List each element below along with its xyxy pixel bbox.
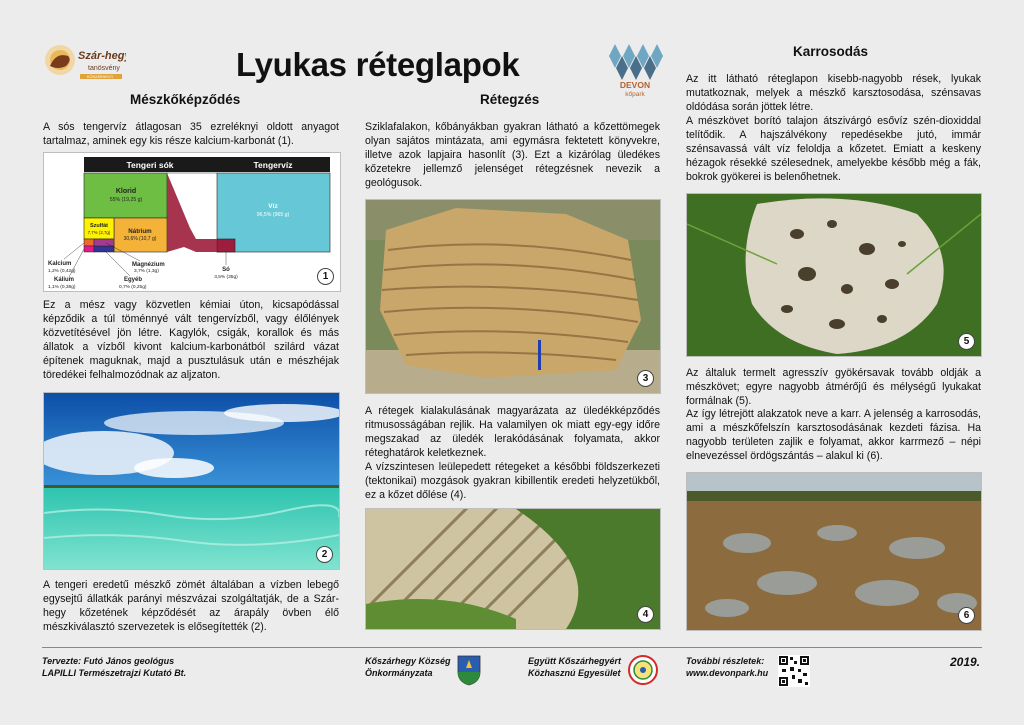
qr-code-icon[interactable] [778, 655, 810, 687]
label-egyeb: Egyéb [124, 277, 143, 283]
photo-tilted-strata [365, 508, 661, 630]
figure-number-6: 6 [958, 607, 975, 624]
label-magnezium: Magnézium [132, 262, 165, 268]
footer-designer [42, 656, 186, 679]
chart-svg [44, 153, 340, 291]
col1-paragraph-3: A tengeri eredetű mészkő zömét általában a vízben lebegő egysejtű állatkák parányi mészvázai szolgáltatják, de a Szár-hegy kőzetének képződését az árapály övben élő mészkiválasztó szervezetek is elősegítették (2). [43, 579, 339, 634]
figure-number-5: 5 [958, 333, 975, 350]
value-magnezium: 3,7% (1,3g) [134, 269, 159, 274]
logo-left-line3: KŐSZÁRHEGY [87, 75, 114, 79]
col1-paragraph-1: A sós tengervíz átlagosan 35 ezreléknyi oldott anyagot tartalmaz, aminek egy kis része kalcium-karbonát (1). [43, 121, 339, 148]
more-info-link[interactable]: www.devonpark.hu [686, 667, 769, 678]
association-line-1: Együtt Kőszárhegyért [528, 656, 622, 666]
designer-line-2: LAPILLI Természetrajzi Kutató Bt. [42, 667, 187, 678]
col2-paragraph-1: Sziklafalakon, kőbányákban gyakran látható a kőzettömegek olyan sajátos mintázata, ami egymásra fektetett könyvekre, illetve azok lapjaira hasonlít (3). Ezt a kizárólag üledékes kőzetekre jellemző jelenséget rétegzésnek nevezik a geológusok. [365, 121, 660, 190]
devon-kopark-logo [607, 42, 663, 104]
value-egyeb: 0,7% (0,25g) [119, 285, 147, 290]
logo-left-line1: Szár-hegy [78, 50, 126, 62]
label-kalcium: Kalcium [48, 261, 72, 267]
col3-paragraph-3: Az általuk termelt agresszív gyökérsavak tovább oldják a mészkövet; egyre nagyobb átmérőjű és mélységű lyukakat formálnak (5). [686, 367, 981, 408]
footer-municipality [365, 656, 451, 679]
photo-karr-field [686, 472, 982, 631]
value-szulfat: 7,7% (2,7g) [87, 230, 111, 235]
cell-egyeb [94, 246, 114, 252]
cell-so [217, 239, 235, 252]
figure-number-3: 3 [637, 370, 654, 387]
designer-line-1: Tervezte: Futó János geológus [42, 656, 175, 666]
cell-natrium [114, 218, 167, 252]
value-klorid: 55% (19,25 g) [109, 197, 143, 203]
logo-left-line2: tanösvény [88, 65, 120, 72]
col3-paragraph-1: Az itt látható réteglapon kisebb-nagyobb rések, lyukak mutatkoznak, melyek a mészkő karsztosodása, szénsavas oldódása során jöttek létre. [686, 73, 981, 114]
col2-paragraph-3: A vízszintesen leülepedett rétegeket a későbbi földszerkezeti (tektonikai) mozgások gyakran kibillentik eredeti helyzetükből, ez a kőzet dőlése (4). [365, 461, 660, 502]
col2-paragraph-2: A rétegek kialakulásának magyarázata az üledékképződés ritmusosságában rejlik. Ha valamilyen ok miatt egy-egy időre megszakad az üledék lerakódásának folyamata, akkor réteghatárok keletkeznek. [365, 405, 660, 460]
szar-hegy-logo [42, 40, 126, 86]
municipality-line-1: Kőszárhegy Község [365, 656, 451, 666]
col1-paragraph-2: Ez a mész vagy közvetlen kémiai úton, kicsapódással képződik a túl töménnyé vált tengervízből, vagy élőlények közvetítésével jön létre. Kagylók, csigák, korallok és más állatok a vízből kivont kalcium-karbonátból szilárd vázat építenek maguknak, majd a pusztulásuk után e mészhéjak töredékei felhalmozódnak az aljzaton. [43, 299, 339, 382]
heading-meszkokepzodes: Mészkőképződés [130, 92, 241, 107]
footer-divider [42, 647, 982, 648]
label-klorid: Klorid [115, 188, 137, 195]
figure-number-2: 2 [316, 546, 333, 563]
association-line-2: Közhasznú Egyesület [528, 667, 621, 678]
cell-magnezium [94, 239, 114, 246]
heading-retegzes: Rétegzés [480, 92, 540, 107]
diamond-pattern-icon [607, 42, 663, 104]
label-kalium: Kálium [54, 277, 75, 283]
coat-of-arms-icon [456, 654, 482, 686]
municipality-line-2: Önkormányzata [365, 667, 433, 678]
connector-arrow [167, 173, 217, 252]
figure-number-1: 1 [317, 268, 334, 285]
col3-paragraph-2: A mészkövet borító talajon átszivárgó esővíz szén-dioxiddal telítődik. A hajszálvékony repedésekbe jutó, immár szénsavassá vált víz feloldja a kőzetet. Emiatt a keskeny hézagok résekké szélesednek, amelyekbe később még a fák, bokrok gyökerei is belenőhetnek. [686, 115, 981, 184]
logo-right-line1: DEVON [619, 80, 651, 90]
sea-salt-composition-chart [43, 152, 341, 292]
bird-icon [42, 40, 126, 86]
year-label: 2019. [949, 655, 980, 669]
col3-paragraph-4: Az így létrejött alakzatok neve a karr. A jelenség a karrosodás, ami a mészkőfelszín karsztosodásának kezdeti fázisa. Ha nagyobb területen zajlik e folyamat, akkor karrmező – népi elnevezéssel ördögszántás – alakul ki (6). [686, 408, 981, 463]
photo-tropical-sea [43, 392, 340, 570]
cell-klorid [84, 173, 167, 218]
logo-right-line2: kőpark [625, 91, 645, 98]
value-natrium: 30,6% (10,7 g) [123, 236, 157, 242]
label-natrium: Nátrium [128, 228, 152, 235]
more-info-line-1: További részletek: [686, 656, 765, 666]
heading-karrosodas: Karrosodás [793, 44, 869, 59]
value-kalcium: 1,2% (0,42g) [48, 269, 76, 274]
footer-more-info [686, 656, 768, 679]
group-label-seawater: Tengervíz [253, 160, 293, 170]
label-viz: Víz [268, 203, 278, 210]
label-so: Só [222, 267, 230, 273]
association-badge-icon [628, 655, 658, 685]
value-kalium: 1,1% (0,38g) [48, 285, 76, 290]
page-title: Lyukas réteglapok [236, 46, 520, 83]
figure-number-4: 4 [637, 606, 654, 623]
photo-karr-holes-rock [686, 193, 982, 357]
value-viz: 96,5% (965 g) [256, 212, 290, 218]
label-szulfat: Szulfát [89, 223, 109, 229]
photo-layered-rock [365, 199, 661, 394]
cell-kalcium [84, 239, 94, 246]
group-label-sea-salts: Tengeri sók [126, 160, 174, 170]
cell-kalium [84, 246, 94, 252]
value-so: 3,5% (35g) [214, 275, 238, 280]
footer-association [528, 656, 621, 679]
